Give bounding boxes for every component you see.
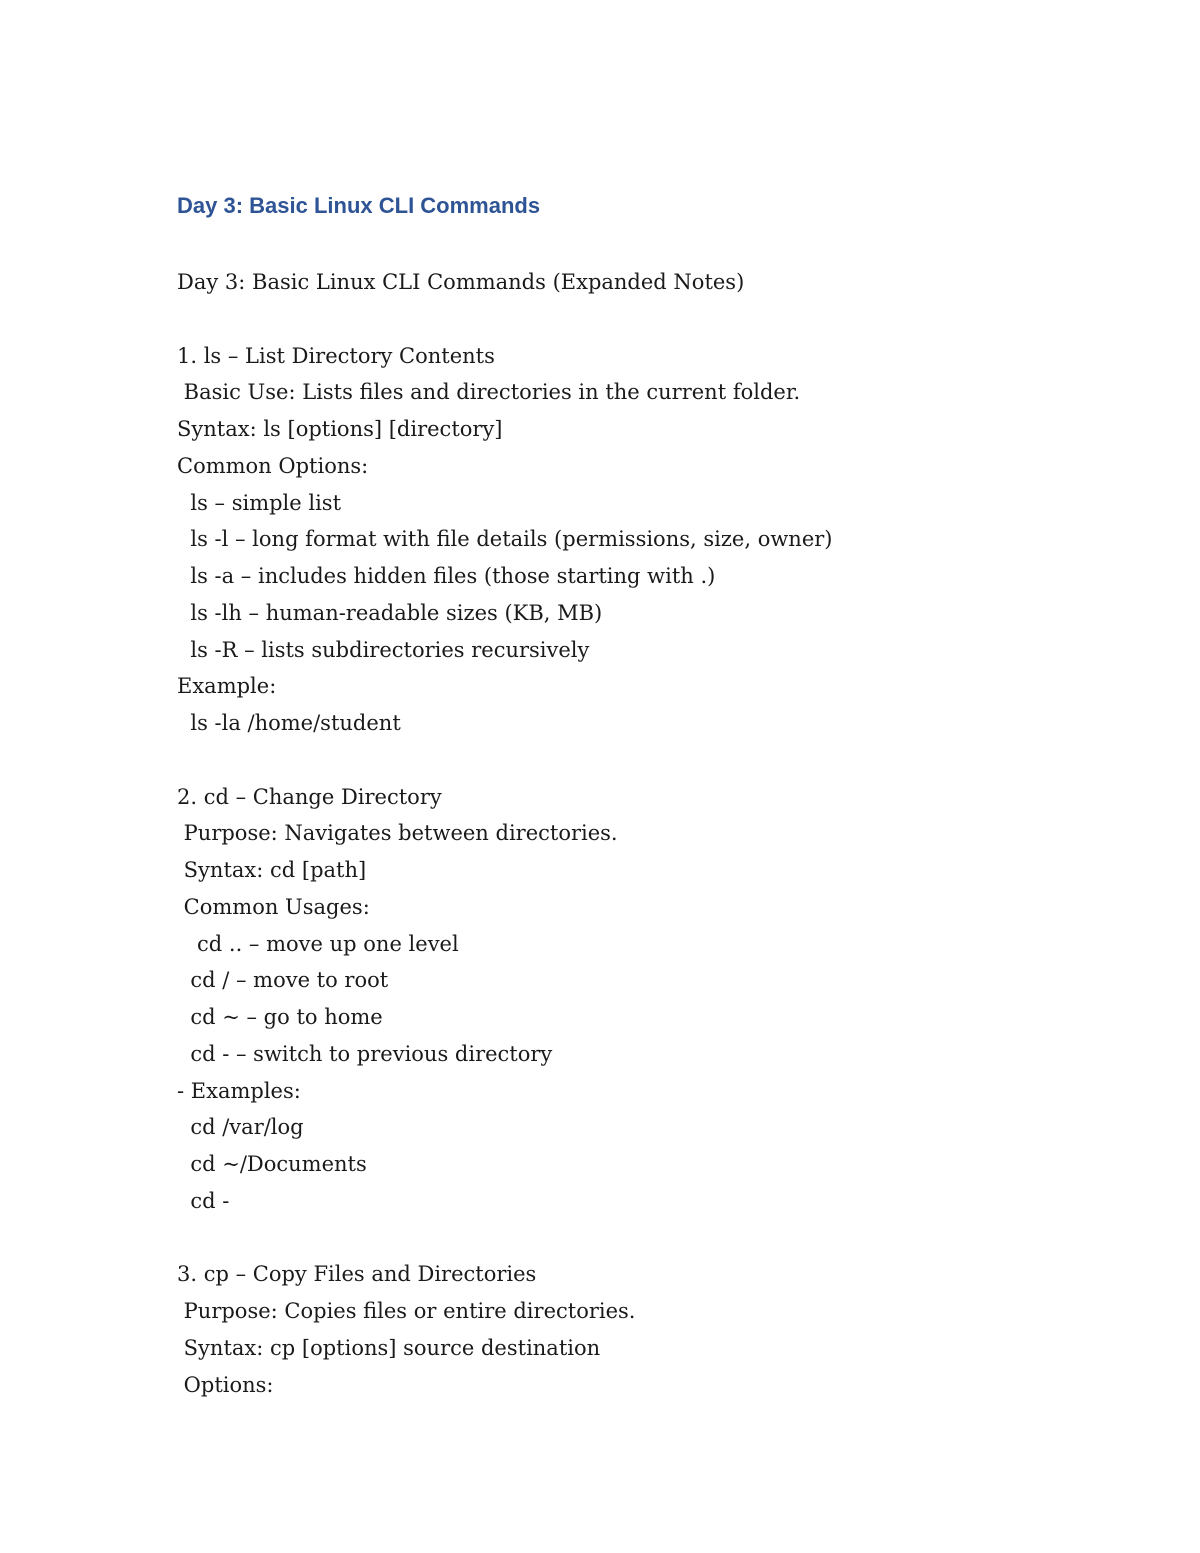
cd-common-usages-label: Common Usages: — [177, 894, 370, 919]
cp-syntax: Syntax: cp [options] source destination — [177, 1335, 601, 1360]
cd-usage-home: cd ~ – go to home — [177, 1005, 383, 1029]
blank-line — [177, 1220, 1137, 1257]
cd-syntax: Syntax: cd [path] — [177, 858, 367, 882]
blank-line — [177, 742, 1137, 779]
cd-example-var-log: cd /var/log — [177, 1115, 304, 1140]
section-title-cd: 2. cd – Change Directory — [177, 784, 442, 809]
cp-purpose: Purpose: Copies files or entire directories. — [177, 1299, 636, 1323]
cd-example-dash: cd - — [177, 1188, 230, 1213]
ls-option-human: ls -lh – human-readable sizes (KB, MB) — [177, 600, 603, 625]
ls-common-options-label: Common Options: — [177, 453, 369, 478]
ls-option-simple: ls – simple list — [177, 490, 342, 515]
section-title-ls: 1. ls – List Directory Contents — [177, 343, 495, 368]
cd-purpose: Purpose: Navigates between directories. — [177, 821, 618, 846]
cd-usage-previous: cd - – switch to previous directory — [177, 1041, 553, 1066]
ls-option-long: ls -l – long format with file details (permissions, size, owner) — [177, 527, 833, 552]
cd-usage-up: cd .. – move up one level — [177, 931, 459, 956]
document-heading: Day 3: Basic Linux CLI Commands — [177, 193, 541, 218]
ls-syntax: Syntax: ls [options] [directory] — [177, 417, 503, 441]
ls-example-label: Example: — [177, 674, 277, 699]
cp-options-label: Options: — [177, 1372, 274, 1397]
ls-option-hidden: ls -a – includes hidden files (those starting with .) — [177, 564, 716, 588]
blank-line — [177, 301, 1137, 338]
ls-option-recursive: ls -R – lists subdirectories recursively — [177, 637, 590, 662]
cd-examples-label: - Examples: — [177, 1078, 301, 1103]
cd-example-documents: cd ~/Documents — [177, 1152, 367, 1176]
section-title-cp: 3. cp – Copy Files and Directories — [177, 1262, 537, 1287]
document-body — [177, 264, 1137, 1403]
document-subtitle: Day 3: Basic Linux CLI Commands (Expanded Notes) — [177, 270, 745, 294]
cd-usage-root: cd / – move to root — [177, 968, 389, 993]
ls-example: ls -la /home/student — [177, 711, 401, 735]
ls-basic-use: Basic Use: Lists files and directories in the current folder. — [177, 380, 801, 405]
